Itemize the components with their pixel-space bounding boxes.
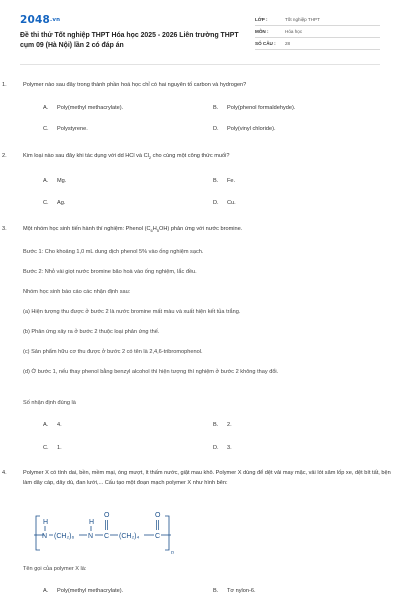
statement-d: (d) Ở bước 1, nếu thay phenol bằng benzyl alcohol thì hiện tượng thí nghiệm ở bước 2 không thay đổi. xyxy=(23,369,279,375)
subscript: 5 xyxy=(156,228,160,234)
meta-key: LỚP : xyxy=(255,17,268,22)
atom-o1: O xyxy=(104,512,110,519)
question-text: Polymer nào sau đây trong thành phần hoá học chỉ có hai nguyên tố carbon và hydrogen? xyxy=(23,82,247,88)
statement-a: (a) Hiện tượng thu được ở bước 2 là nước bromine mất màu và xuất hiện kết tủa trắng. xyxy=(23,309,241,315)
atom-o2: O xyxy=(155,512,161,519)
exam-title: Đề thi thử Tốt nghiệp THPT Hóa học 2025 - 2026 Liên trường THPT cụm 09 (Hà Nội) lần 2 có đáp án xyxy=(20,32,239,49)
question-number: 2. xyxy=(2,153,7,159)
option-1d[interactable] xyxy=(213,124,276,134)
option-text: Mg. xyxy=(57,178,67,184)
statement-b: (b) Phản ứng xảy ra ở bước 2 thuộc loại phản ứng thế. xyxy=(23,329,160,335)
group-ch2-4: (CH₂)₄ xyxy=(119,533,140,540)
option-1b[interactable] xyxy=(213,103,295,113)
question-text xyxy=(23,224,400,236)
option-text: Cu. xyxy=(227,200,236,206)
option-1c[interactable] xyxy=(43,124,88,134)
option-text: Polystyrene. xyxy=(57,126,88,132)
option-1a[interactable] xyxy=(43,103,123,113)
option-label: C. xyxy=(43,126,49,132)
meta-row-count xyxy=(255,38,380,50)
option-label: A. xyxy=(43,422,49,428)
option-label: B. xyxy=(213,178,219,184)
step-1: Bước 1: Cho khoảng 1,0 mL dung dịch phenol 5% vào ống nghiệm sạch. xyxy=(23,249,204,255)
statements-intro: Nhóm học sinh báo cáo các nhận định sau: xyxy=(23,289,131,295)
option-label: B. xyxy=(213,588,219,594)
question-text-part: Kim loại nào sau đây khi tác dụng với dd HCl và Cl xyxy=(23,153,149,159)
option-label: B. xyxy=(213,105,219,111)
question-text-part: Một nhóm học sinh tiến hành thí nghiệm: Phenol (C xyxy=(23,226,151,232)
option-text: 4. xyxy=(57,422,62,428)
logo-number: 2048 xyxy=(20,14,51,26)
option-4a[interactable] xyxy=(43,586,123,596)
question-number: 1. xyxy=(2,82,7,88)
option-label: D. xyxy=(213,200,219,206)
step-2: Bước 2: Nhỏ vài giọt nước bromine bão hoà vào ống nghiệm, lắc đều. xyxy=(23,269,197,275)
logo-suffix: .vn xyxy=(50,17,61,23)
option-4b[interactable] xyxy=(213,586,256,596)
question-text-part: OH) phản ứng với nước bromine. xyxy=(159,226,243,232)
atom-c1: C xyxy=(104,533,110,540)
question-4-prompt: Tên gọi của polymer X là: xyxy=(23,566,87,572)
question-2 xyxy=(0,151,400,163)
meta-row-subject xyxy=(255,26,380,38)
polymer-structure-diagram xyxy=(34,510,224,558)
question-4 xyxy=(0,468,398,488)
meta-key: SỐ CÂU : xyxy=(255,41,276,46)
question-text xyxy=(23,151,400,163)
meta-value: Tốt nghiệp THPT xyxy=(285,17,320,22)
option-label: A. xyxy=(43,105,49,111)
exam-header xyxy=(20,0,380,65)
atom-n2: N xyxy=(88,533,94,540)
option-text: Fe. xyxy=(227,178,236,184)
site-logo[interactable] xyxy=(20,14,60,26)
option-text: Poly(phenol formaldehyde). xyxy=(227,105,296,111)
option-3c[interactable] xyxy=(43,443,62,453)
option-text: Poly(vinyl chloride). xyxy=(227,126,276,132)
meta-key: MÔN : xyxy=(255,29,269,34)
atom-h2: H xyxy=(89,519,95,526)
option-text: Poly(methyl methacrylate). xyxy=(57,588,124,594)
question-3 xyxy=(0,224,400,236)
meta-value: 28 xyxy=(285,41,291,46)
statement-c: (c) Sản phẩm hữu cơ thu được ở bước 2 có tên là 2,4,6-tribromophenol. xyxy=(23,349,203,355)
meta-row-class xyxy=(255,14,380,26)
repeat-n: n xyxy=(171,550,174,556)
option-text: 1. xyxy=(57,445,62,451)
question-number: 4. xyxy=(2,470,7,476)
option-2a[interactable] xyxy=(43,176,66,186)
subscript: 2 xyxy=(148,155,152,161)
option-label: D. xyxy=(213,445,219,451)
question-1 xyxy=(0,80,400,90)
group-ch2-6: (CH₂)₆ xyxy=(54,533,75,540)
option-label: C. xyxy=(43,445,49,451)
option-label: C. xyxy=(43,200,49,206)
option-label: D. xyxy=(213,126,219,132)
question-prompt: Số nhận định đúng là xyxy=(23,400,76,406)
subscript: 6 xyxy=(150,228,153,234)
option-3a[interactable] xyxy=(43,420,62,430)
question-number: 3. xyxy=(2,226,7,232)
question-text-part: cho cùng một công thức muối? xyxy=(151,153,230,159)
option-text: Tơ nylon-6. xyxy=(227,588,256,594)
option-2c[interactable] xyxy=(43,198,65,208)
option-label: B. xyxy=(213,422,219,428)
option-text: 3. xyxy=(227,445,232,451)
option-label: A. xyxy=(43,178,49,184)
option-label: A. xyxy=(43,588,49,594)
question-text: Polymer X có tính dai, bền, mềm mại, óng mượt, ít thấm nước, giặt mau khô. Polymer X dùng để dệt vải may mặc, vải lót săm lốp xe, dệt bít tất, bện làm dây cáp, dây dù, đan lưới,... Cấu tạo một đoạn mạch polymer X như hình bên: xyxy=(23,470,391,486)
option-2d[interactable] xyxy=(213,198,236,208)
exam-meta xyxy=(255,14,380,50)
option-3d[interactable] xyxy=(213,443,232,453)
question-text-part: H xyxy=(152,226,157,232)
option-2b[interactable] xyxy=(213,176,235,186)
option-text: Poly(methyl methacrylate). xyxy=(57,105,124,111)
option-3b[interactable] xyxy=(213,420,232,430)
atom-n1: N xyxy=(42,533,48,540)
atom-c2: C xyxy=(155,533,161,540)
meta-value: Hóa học xyxy=(285,29,303,34)
option-text: Ag. xyxy=(57,200,66,206)
option-text: 2. xyxy=(227,422,232,428)
atom-h1: H xyxy=(43,519,49,526)
